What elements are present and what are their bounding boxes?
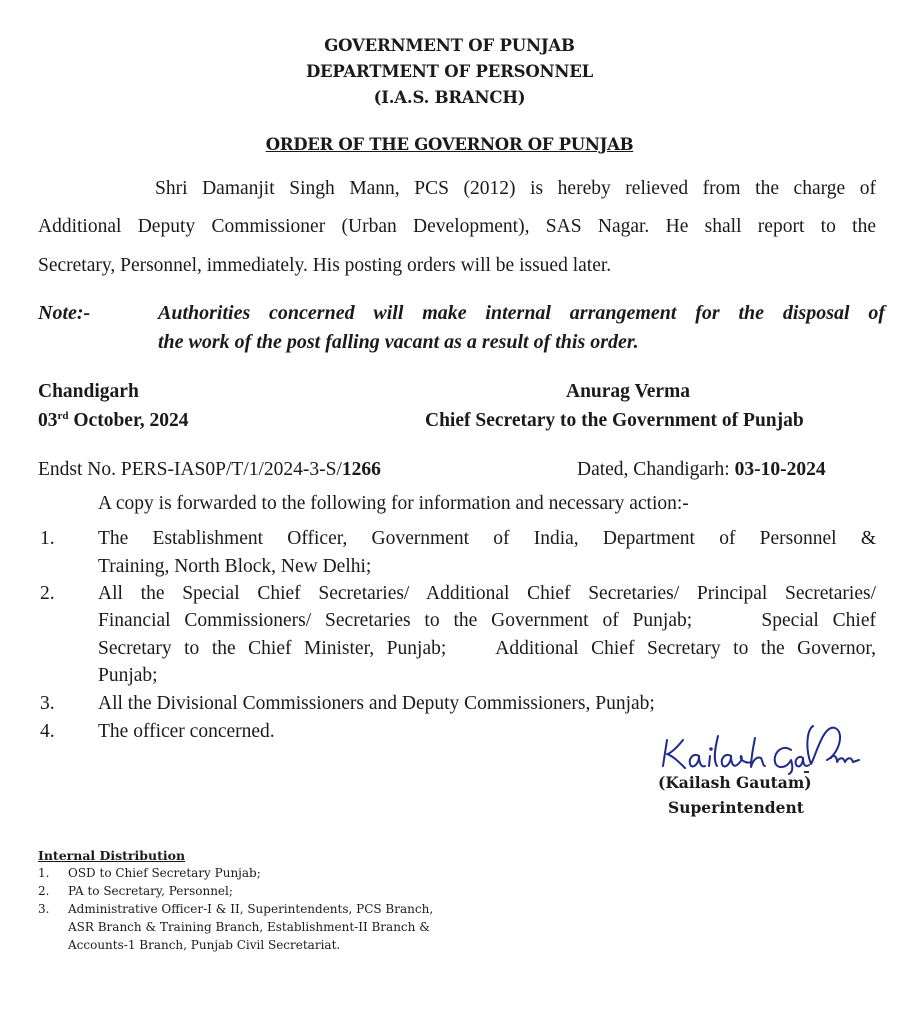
recipient-number: 2.	[40, 583, 55, 604]
recipient-line: Financial Commissioners/ Secretaries to the Government of Punjab; Special Chief	[98, 610, 876, 631]
order-line-3: Secretary, Personnel, immediately. His posting orders will be issued later.	[38, 255, 612, 276]
dated-label: Dated, Chandigarh:	[577, 459, 735, 480]
order-line-1: Shri Damanjit Singh Mann, PCS (2012) is hereby relieved from the charge of	[155, 178, 876, 199]
recipient-line: All the Divisional Commissioners and Deputy Commissioners, Punjab;	[98, 693, 655, 714]
recipient-line: Punjab;	[98, 665, 158, 686]
order-title: ORDER OF THE GOVERNOR OF PUNJAB	[265, 135, 634, 154]
handwritten-signature	[655, 718, 870, 776]
endorsement-date-value: 03-10-2024	[734, 459, 826, 480]
internal-item: Administrative Officer-I & II, Superintendents, PCS Branch,	[68, 902, 434, 916]
order-date-month-year: October, 2024	[68, 410, 189, 431]
place: Chandigarh	[38, 381, 139, 402]
internal-item: ASR Branch & Training Branch, Establishment-II Branch &	[68, 920, 430, 934]
internal-item-number: 3.	[38, 902, 50, 916]
dash-mark	[804, 771, 809, 773]
recipient-line: Secretary to the Chief Minister, Punjab; Additional Chief Secretary to the Governor,	[98, 638, 876, 659]
header-department: DEPARTMENT OF PERSONNEL	[305, 62, 594, 81]
header-branch: (I.A.S. BRANCH)	[373, 88, 526, 107]
internal-item-number: 2.	[38, 884, 50, 898]
note-label: Note:-	[38, 302, 91, 324]
signatory-designation: Chief Secretary to the Government of Punjab	[425, 410, 804, 431]
superintendent-designation: Superintendent	[668, 798, 804, 817]
recipient-line: The officer concerned.	[98, 721, 275, 742]
note-line-1: Authorities concerned will make internal arrangement for the disposal of	[158, 302, 885, 324]
note-line-2: the work of the post falling vacant as a result of this order.	[158, 331, 639, 353]
internal-item-number: 1.	[38, 866, 50, 880]
recipient-number: 1.	[40, 528, 55, 549]
order-date-suffix: rd	[57, 410, 69, 422]
endorsement-number	[38, 459, 381, 481]
recipient-line: All the Special Chief Secretaries/ Additional Chief Secretaries/ Principal Secretaries/	[98, 583, 876, 604]
recipient-number: 4.	[40, 721, 55, 742]
order-date	[38, 410, 189, 432]
internal-item: Accounts-1 Branch, Punjab Civil Secretariat.	[68, 938, 341, 952]
recipient-number: 3.	[40, 693, 55, 714]
header-government: GOVERNMENT OF PUNJAB	[324, 36, 575, 55]
endorsement-date	[577, 459, 826, 481]
recipient-line: Training, North Block, New Delhi;	[98, 556, 372, 577]
superintendent-name: (Kailash Gautam)	[658, 773, 812, 792]
endorsement-prefix: Endst No. PERS-IAS0P/T/1/2024-3-S/	[38, 459, 342, 480]
internal-item: PA to Secretary, Personnel;	[68, 884, 233, 898]
forward-text: A copy is forwarded to the following for information and necessary action:-	[98, 493, 689, 514]
signatory-name: Anurag Verma	[566, 381, 691, 402]
recipient-line: The Establishment Officer, Government of India, Department of Personnel &	[98, 528, 876, 549]
endorsement-number-value: 1266	[341, 459, 381, 480]
internal-distribution-title: Internal Distribution	[38, 848, 186, 863]
order-date-day: 03	[38, 410, 58, 431]
order-line-2: Additional Deputy Commissioner (Urban Development), SAS Nagar. He shall report to the	[38, 216, 876, 237]
internal-item: OSD to Chief Secretary Punjab;	[68, 866, 261, 880]
